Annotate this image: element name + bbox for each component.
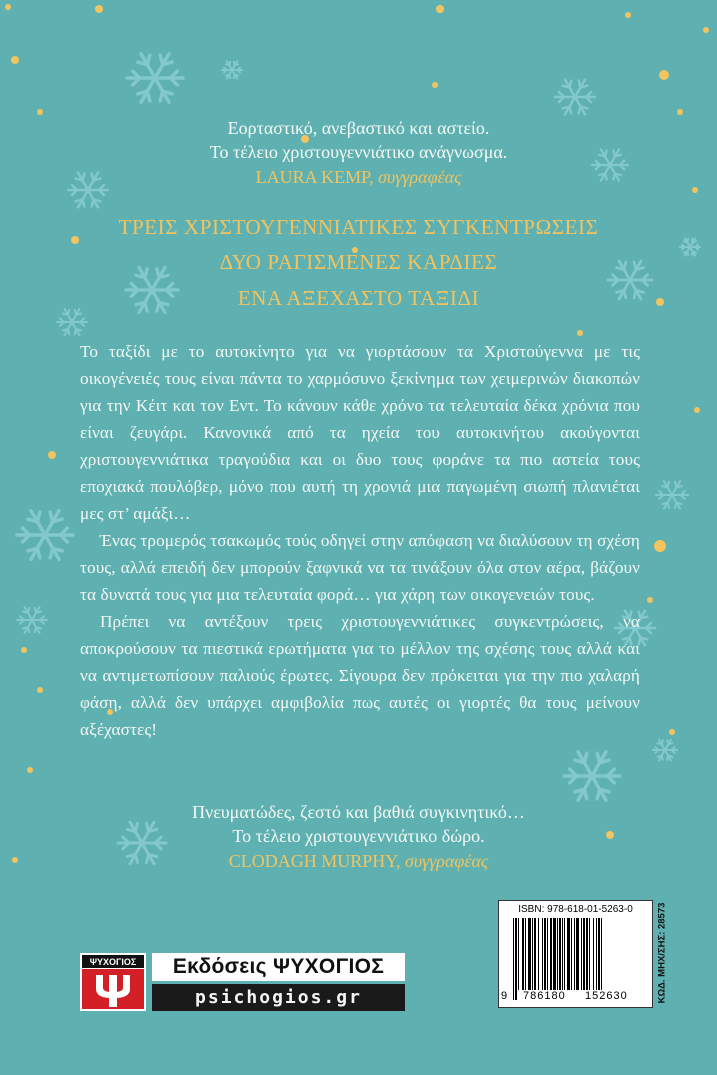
- gold-dot: [625, 12, 631, 18]
- snowflake-icon: [653, 740, 677, 761]
- author-role: συγγραφέας: [404, 851, 489, 871]
- barcode-right-digits: 152630: [585, 990, 628, 1002]
- publisher-name: Εκδόσεις ΨΥΧΟΓΙΟΣ: [152, 953, 405, 981]
- isbn-label: ISBN: 978-618-01-5263-0: [518, 904, 633, 915]
- top-quote: [0, 116, 717, 190]
- barcode-bar: [581, 918, 582, 990]
- barcode-bar: [515, 918, 517, 1000]
- barcode-bar: [562, 918, 563, 990]
- barcode-bar: [574, 918, 575, 990]
- logo-badge-text: ΨΥΧΟΓΙΟΣ: [89, 957, 137, 967]
- gold-dot: [669, 729, 675, 735]
- product-code: [654, 900, 670, 1006]
- gold-dot: [37, 687, 43, 693]
- gold-dot: [647, 597, 653, 603]
- author-role: συγγραφέας: [378, 167, 462, 187]
- barcode-bar: [596, 918, 597, 990]
- gold-dot: [654, 540, 666, 552]
- product-code-text: ΚΩΔ. ΜΗΧ/ΣΗΣ: 28573: [656, 902, 668, 1004]
- snowflake-icon: [222, 61, 242, 78]
- barcode-bar: [518, 918, 519, 990]
- barcode-bar: [586, 918, 588, 990]
- barcode-bar: [559, 918, 561, 990]
- blurb-paragraph: Ένας τρομερός τσακωμός τούς οδηγεί στην απόφαση να διαλύσουν τη σχέση τους, αλλά επειδή δεν μπορούν ξαφνικά να τα τινάξουν όλα στον αέρα, βάζουν τα δυνατά τους για μια τελευταία φορά… για χάρη των οικογενειών τους.: [80, 531, 640, 604]
- barcode-bar: [542, 918, 543, 990]
- gold-dot: [432, 82, 438, 88]
- gold-dot: [677, 109, 683, 115]
- barcode-bar: [557, 918, 558, 990]
- bottom-quote: [0, 800, 717, 874]
- top-quote-author: [0, 164, 717, 190]
- top-quote-line: Εορταστικό, ανεβαστικό και αστείο.: [227, 118, 490, 138]
- barcode-bar: [567, 918, 570, 990]
- gold-dot: [659, 70, 669, 80]
- gold-dot: [436, 5, 444, 13]
- author-name: LAURA KEMP,: [255, 167, 374, 187]
- gold-dot: [703, 27, 709, 33]
- barcode-bar: [513, 918, 514, 1000]
- barcode-bar: [544, 918, 546, 990]
- barcode-bar: [601, 918, 602, 1000]
- barcode-bar: [547, 918, 548, 990]
- barcode-bar: [528, 918, 531, 990]
- blurb-paragraph: Το ταξίδι με το αυτοκίνητο για να γιορτάσουν τα Χριστούγεννα με τις οικογένειές τους είναι πάντα το χαρμόσυνο ξεκίνημα των χειμερινών διακοπών για την Κέιτ και τον Εντ. Το κάνουν κάθε χρόνο τα τελευταία δέκα χρόνια που είναι ζευγάρι. Κανονικά από τα ηχεία του αυτοκινήτου ακούγονται χριστουγεννιάτικα τραγούδια και οι δυο τους φοράνε τα πιο αστεία τους εποχιακά πουλόβερ, μόνο που αυτή τη χρονιά μια παγωμένη σιωπή πλανιέται μες στ’ αμάξι…: [80, 342, 640, 523]
- gold-dot: [95, 5, 103, 13]
- author-name: CLODAGH MURPHY,: [228, 851, 401, 871]
- barcode-bar: [583, 918, 585, 990]
- barcode-bar: [593, 918, 594, 990]
- snowflake-icon: [656, 481, 688, 509]
- headline: ΔΥΟ ΡΑΓΙΣΜΕΝΕΣ ΚΑΡΔΙΕΣ: [219, 250, 498, 274]
- barcode-bar: [553, 918, 556, 990]
- barcode-bar: [598, 918, 600, 990]
- headline: ΕΝΑ ΑΞΕΧΑΣΤΟ ΤΑΞΙΔΙ: [237, 286, 480, 310]
- barcode-bar: [532, 918, 533, 990]
- top-quote-line: Το τέλειο χριστουγεννιάτικο ανάγνωσμα.: [209, 142, 508, 162]
- barcode-bar: [522, 918, 524, 990]
- headline: ΤΡΕΙΣ ΧΡΙΣΤΟΥΓΕΝΝΙΑΤΙΚΕΣ ΣΥΓΚΕΝΤΡΩΣΕΙΣ: [118, 215, 599, 239]
- gold-dot: [21, 647, 27, 653]
- barcode-bar: [576, 918, 579, 990]
- bottom-quote-author: [0, 848, 717, 874]
- blurb: [80, 338, 640, 743]
- publisher-logo: [80, 953, 405, 1011]
- gold-dot: [48, 451, 56, 459]
- barcode-bar: [589, 918, 590, 990]
- gold-dot: [37, 109, 43, 115]
- snowflake-icon: [17, 607, 47, 633]
- snowflake-icon: [17, 511, 73, 559]
- barcode-bar: [564, 918, 565, 990]
- barcode-bar: [571, 918, 572, 990]
- bottom-quote-line: Πνευματώδες, ζεστό και βαθιά συγκινητικό…: [192, 802, 525, 822]
- snowflake-icon: [555, 80, 595, 115]
- gold-dot: [11, 56, 19, 64]
- gold-dot: [694, 407, 700, 413]
- gold-dot: [27, 767, 33, 773]
- publisher-url: psichogios.gr: [152, 984, 405, 1011]
- gold-dot: [577, 330, 583, 336]
- barcode-first-digit: 9: [501, 990, 509, 1002]
- blurb-paragraph: Πρέπει να αντέξουν τρεις χριστουγεννιάτικες συγκεντρώσεις, να αποκρούσουν τα πιεστικά ερωτήματα για το μέλλον της σχέσης τους αλλά και να αντιμετωπίσουν παλιούς έρωτες. Σίγουρα δεν πρόκειται για την πιο χαλαρή φάση, αλλά δεν υπάρχει αμφιβολία πως αυτές οι γιορτές θα τους μείνουν αξέχαστες!: [80, 612, 640, 739]
- barcode-bar: [538, 918, 539, 990]
- snowflake-icon: [127, 54, 183, 102]
- gold-dot: [5, 4, 11, 10]
- barcode-bar: [534, 918, 536, 990]
- barcode-left-digits: 786180: [523, 990, 566, 1002]
- snowflake-icon: [564, 752, 620, 800]
- psi-logo-icon: [80, 953, 146, 1011]
- barcode-bars: [507, 918, 644, 1000]
- barcode-bar: [525, 918, 526, 990]
- bottom-quote-line: Το τέλειο χριστουγεννιάτικο δώρο.: [232, 826, 485, 846]
- barcode-bar: [550, 918, 552, 990]
- isbn-barcode: [498, 900, 653, 1008]
